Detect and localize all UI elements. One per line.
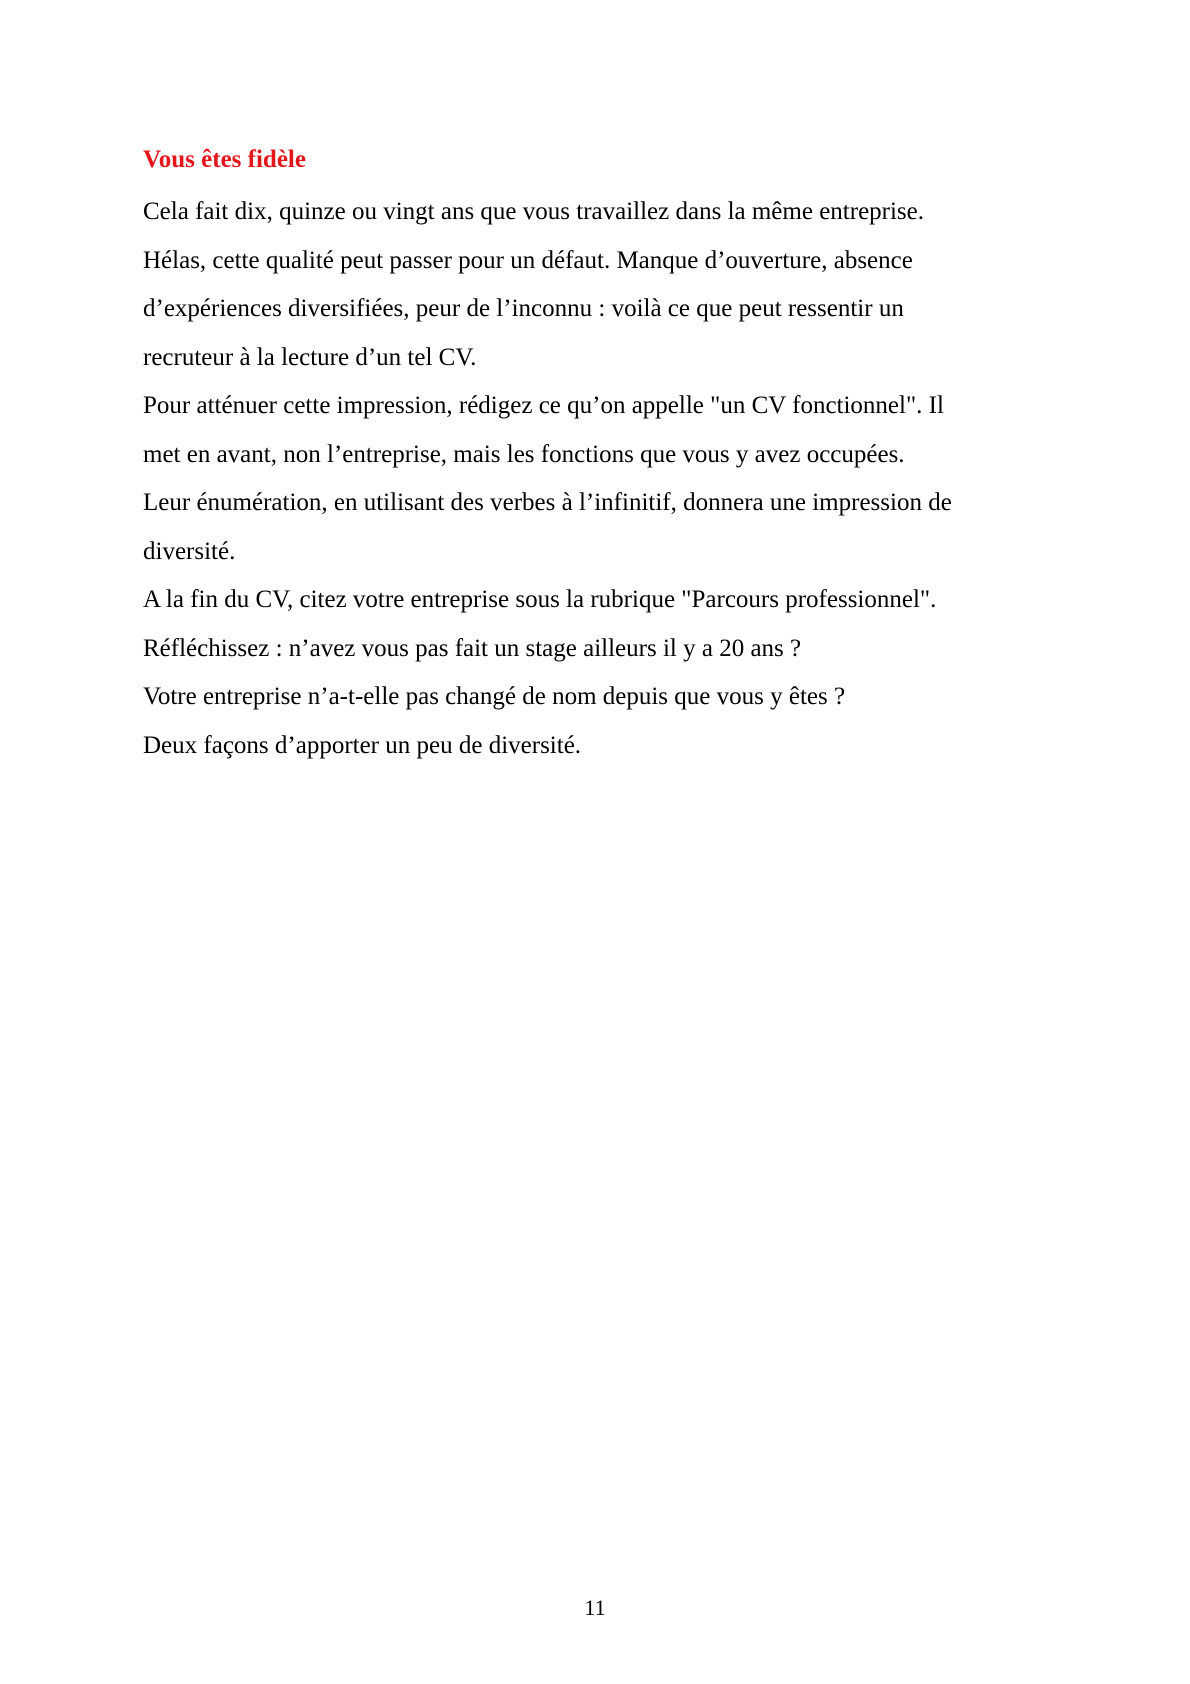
text-line: recruteur à la lecture d’un tel CV. <box>143 343 477 371</box>
page-number: 11 <box>584 1595 606 1620</box>
text-line: Cela fait dix, quinze ou vingt ans que vous travaillez dans la même entreprise. <box>143 198 925 225</box>
body-text <box>143 188 1063 770</box>
text-line: d’expériences diversifiées, peur de l’inconnu : voilà ce que peut ressentir un <box>143 295 904 322</box>
text-line: Hélas, cette qualité peut passer pour un défaut. Manque d’ouverture, absence <box>143 246 913 274</box>
text-line: Réfléchissez : n’avez vous pas fait un stage ailleurs il y a 20 ans ? <box>143 634 802 662</box>
text-line: Pour atténuer cette impression, rédigez ce qu’on appelle "un CV fonctionnel". Il <box>143 392 944 419</box>
section-heading: Vous êtes fidèle <box>143 146 306 173</box>
text-line: A la fin du CV, citez votre entreprise sous la rubrique "Parcours professionnel". <box>143 586 937 613</box>
text-line: Leur énumération, en utilisant des verbes à l’infinitif, donnera une impression de <box>143 489 952 516</box>
text-line: met en avant, non l’entreprise, mais les fonctions que vous y avez occupées. <box>143 440 905 468</box>
text-line: Votre entreprise n’a-t-elle pas changé de nom depuis que vous y êtes ? <box>143 683 846 710</box>
text-line: Deux façons d’apporter un peu de diversité. <box>143 731 582 759</box>
text-line: diversité. <box>143 537 236 565</box>
